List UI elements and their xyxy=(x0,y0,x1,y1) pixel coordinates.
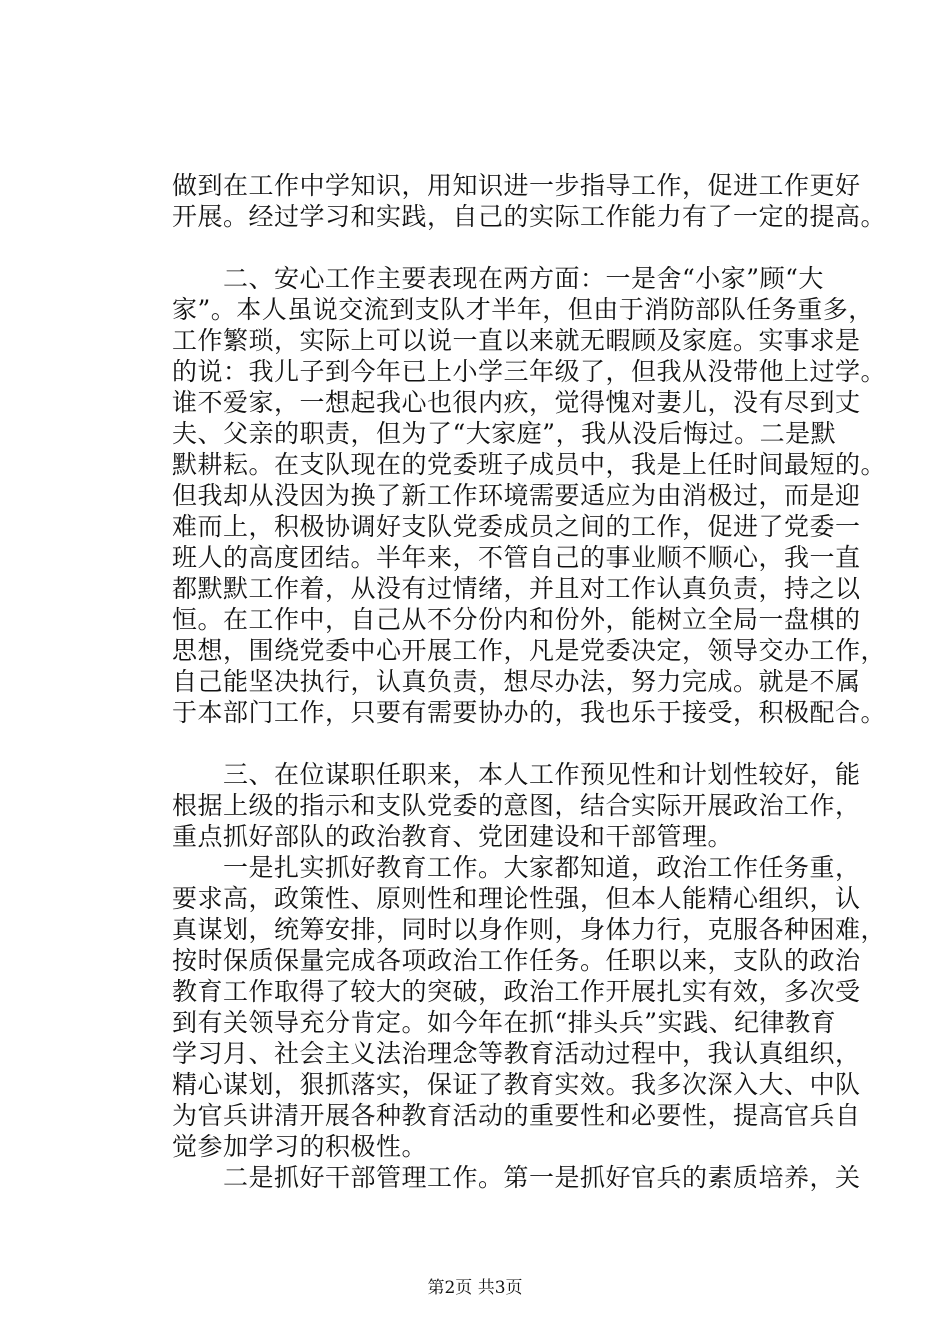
text-line: 班人的高度团结。半年来，不管自己的事业顺不顺心，我一直 xyxy=(172,543,861,572)
text-line: 二是抓好干部管理工作。第一是抓好官兵的素质培养，关 xyxy=(172,1163,861,1192)
document-body xyxy=(172,170,887,1193)
text-line: 要求高，政策性、原则性和理论性强，但本人能精心组织，认 xyxy=(172,884,861,913)
page-footer: 第2页 共3页 xyxy=(427,1278,523,1298)
paragraph-section-three xyxy=(172,759,861,852)
text-line: 一是扎实抓好教育工作。大家都知道，政治工作任务重， xyxy=(172,853,861,882)
paragraph-section-two xyxy=(172,263,887,728)
text-line: 自己能坚决执行，认真负责，想尽办法，努力完成。就是不属 xyxy=(172,667,861,696)
text-line: 重点抓好部队的政治教育、党团建设和干部管理。 xyxy=(172,822,734,851)
text-line: 真谋划，统筹安排，同时以身作则，身体力行，克服各种困难， xyxy=(172,915,887,944)
text-line: 学习月、社会主义法治理念等教育活动过程中，我认真组织， xyxy=(172,1039,861,1068)
text-line: 根据上级的指示和支队党委的意图，结合实际开展政治工作， xyxy=(172,791,861,820)
text-line: 难而上，积极协调好支队党委成员之间的工作，促进了党委一 xyxy=(172,512,861,541)
text-line: 二、安心工作主要表现在两方面：一是舍“小家”顾“大 xyxy=(172,264,824,293)
text-line: 的说：我儿子到今年已上小学三年级了，但我从没带他上过学。 xyxy=(172,357,887,386)
paragraph-gap xyxy=(172,232,792,263)
paragraph-education-work xyxy=(172,852,887,1162)
text-line: 按时保质保量完成各项政治工作任务。任职以来，支队的政治 xyxy=(172,946,861,975)
paragraph-cadre-management xyxy=(172,1162,861,1193)
text-line: 谁不爱家，一想起我心也很内疚，觉得愧对妻儿，没有尽到丈 xyxy=(172,388,861,417)
text-line: 思想，围绕党委中心开展工作，凡是党委决定，领导交办工作， xyxy=(172,636,887,665)
text-line: 为官兵讲清开展各种教育活动的重要性和必要性，提高官兵自 xyxy=(172,1101,861,1130)
text-line: 三、在位谋职任职来，本人工作预见性和计划性较好，能 xyxy=(172,760,861,789)
text-line: 教育工作取得了较大的突破，政治工作开展扎实有效，多次受 xyxy=(172,977,861,1006)
text-line: 到有关领导充分肯定。如今年在抓“排头兵”实践、纪律教育 xyxy=(172,1008,837,1037)
text-line: 恒。在工作中，自己从不分份内和份外，能树立全局一盘棋的 xyxy=(172,605,861,634)
text-line: 于本部门工作，只要有需要协办的，我也乐于接受，积极配合。 xyxy=(172,698,887,727)
paragraph-gap xyxy=(172,728,792,759)
text-line: 都默默工作着，从没有过情绪，并且对工作认真负责，持之以 xyxy=(172,574,861,603)
paragraph-continuation xyxy=(172,170,887,232)
text-line: 工作繁琐，实际上可以说一直以来就无暇顾及家庭。实事求是 xyxy=(172,326,861,355)
text-line: 但我却从没因为换了新工作环境需要适应为由消极过，而是迎 xyxy=(172,481,861,510)
text-line: 默耕耘。在支队现在的党委班子成员中，我是上任时间最短的。 xyxy=(172,450,887,479)
text-line: 觉参加学习的积极性。 xyxy=(172,1132,428,1161)
text-line: 精心谋划，狠抓落实，保证了教育实效。我多次深入大、中队 xyxy=(172,1070,861,1099)
text-line: 做到在工作中学知识，用知识进一步指导工作，促进工作更好 xyxy=(172,171,861,200)
text-line: 家”。本人虽说交流到支队才半年，但由于消防部队任务重多， xyxy=(172,295,874,324)
text-line: 开展。经过学习和实践，自己的实际工作能力有了一定的提高。 xyxy=(172,202,887,231)
text-line: 夫、父亲的职责，但为了“大家庭”，我从没后悔过。二是默 xyxy=(172,419,837,448)
